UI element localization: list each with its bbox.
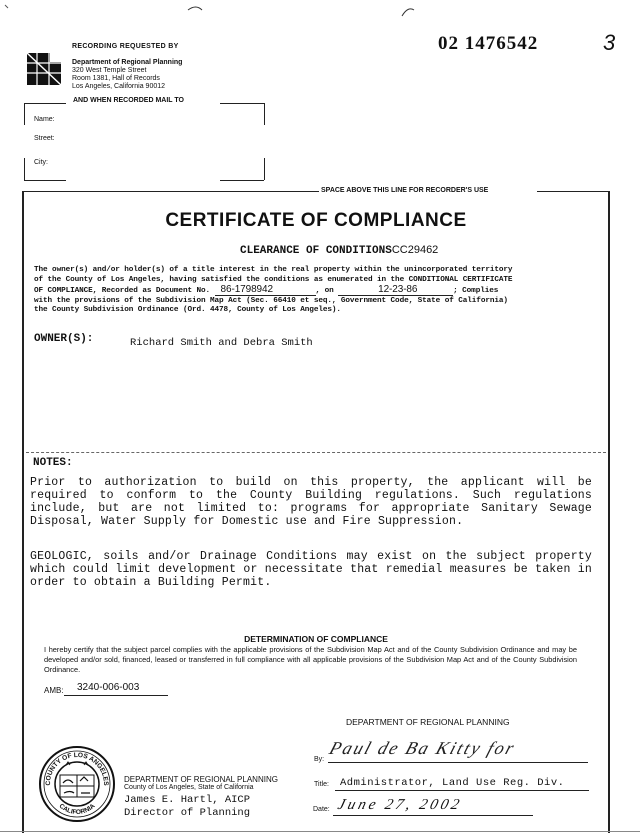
scan-marks	[0, 0, 640, 30]
by-label: By:	[314, 756, 325, 763]
footer-block	[124, 775, 278, 792]
case-number: CC29462	[391, 244, 439, 256]
date-label: Date:	[313, 806, 330, 813]
space-above-line: SPACE ABOVE THIS LINE FOR RECORDER'S USE	[321, 187, 489, 194]
title-value: Administrator, Land Use Reg. Div.	[340, 777, 565, 789]
title-label: Title:	[314, 781, 329, 788]
para-line-5: the County Subdivision Ordinance (Ord. 4478, County of Los Angeles).	[34, 306, 341, 314]
para-line-3b: , on	[315, 287, 334, 295]
city-label: City:	[34, 159, 48, 166]
border-right	[608, 191, 610, 833]
director-name: James E. Hartl, AICP	[124, 794, 251, 806]
department-address	[72, 59, 182, 91]
notes-label: NOTES:	[33, 457, 73, 469]
dept-line-4: Los Angeles, California 90012	[72, 83, 166, 90]
note-geologic: GEOLOGIC, soils and/or Drainage Conditions may exist on the subject property which could limit development or necessitate that remedial measures be taken in order to obtain a Building Permit.	[30, 550, 592, 589]
seal-top-text: COUNTY OF LOS ANGELES	[44, 751, 110, 786]
dept-line-3: Room 1381, Hall of Records	[72, 75, 160, 82]
para-line-3a: OF COMPLIANCE, Recorded as Document No.	[34, 287, 211, 295]
seal-bottom-text: CALIFORNIA	[57, 802, 97, 817]
footer-county: County of Los Angeles, State of California	[124, 784, 254, 791]
determination-text: I hereby certify that the subject parcel complies with the applicable provisions of the Subdivision Map Act and of the County Subdivision Ordinance and may be developed and/or sold, financed, leased or transferred in full compliance with all applicable provisions of the Subdivision Map Act and of the County Subdivision Ordinance.	[44, 645, 577, 674]
director-role: Director of Planning	[124, 807, 251, 819]
street-label: Street:	[34, 135, 55, 142]
compliance-paragraph	[34, 266, 608, 316]
recording-requested-by: RECORDING REQUESTED BY	[72, 43, 179, 50]
title-line	[335, 790, 589, 791]
notes-dashed-rule	[26, 452, 606, 453]
recorder-line	[22, 191, 319, 192]
regional-planning-logo	[25, 51, 63, 87]
signature-line	[328, 762, 588, 763]
signature-department: DEPARTMENT OF REGIONAL PLANNING	[346, 717, 510, 727]
amb-underline	[64, 695, 168, 696]
when-recorded-mail-to: AND WHEN RECORDED MAIL TO	[73, 97, 184, 104]
page-mark: 3	[603, 30, 616, 55]
owners-label: OWNER(S):	[34, 333, 94, 345]
subtitle-text: CLEARANCE OF CONDITIONS	[240, 245, 392, 257]
note-building: Prior to authorization to build on this property, the applicant will be required to conform to the County Building regulations. Such regulations include, but are not limited to: programs for appropriate Sanitary Sewage Disposal, Water Supply for Domestic use and Fire Suppression.	[30, 476, 592, 528]
bottom-edge	[0, 831, 640, 832]
para-line-4: with the provisions of the Subdivision Map Act (Sec. 66410 et seq., Government Code, State of California)	[34, 296, 508, 305]
amb-value: 3240-006-003	[77, 682, 140, 693]
certificate-title: CERTIFICATE OF COMPLIANCE	[165, 210, 467, 231]
border-left	[22, 191, 24, 833]
amb-label: AMB:	[44, 686, 64, 695]
para-line-3	[34, 285, 608, 297]
clearance-subtitle	[240, 244, 438, 257]
date-line	[333, 815, 533, 816]
footer-department: DEPARTMENT OF REGIONAL PLANNING	[124, 775, 278, 784]
owner-names: Richard Smith and Debra Smith	[130, 337, 313, 349]
dept-line-1: Department of Regional Planning	[72, 59, 183, 66]
doc-number-value: 86-1798942	[215, 285, 316, 296]
county-seal	[38, 745, 116, 823]
date-value: June 27, 2002	[335, 797, 464, 813]
recorded-date-value: 12-23-86	[338, 285, 453, 296]
document-number: 02 1476542	[438, 33, 539, 54]
para-line-3c: ; Complies	[453, 287, 499, 295]
signature-handwriting: Paul de Ba Kitty for	[326, 738, 519, 758]
name-label: Name:	[34, 116, 55, 123]
dept-line-2: 320 West Temple Street	[72, 67, 147, 74]
para-line-1: The owner(s) and/or holder(s) of a title interest in the real property within the unincorporated territory	[34, 266, 513, 274]
determination-title: DETERMINATION OF COMPLIANCE	[244, 634, 388, 644]
para-line-2: of the County of Los Angeles, having satisfied the conditions as enumerated in the CONDITIONAL CERTIFICATE	[34, 275, 513, 284]
